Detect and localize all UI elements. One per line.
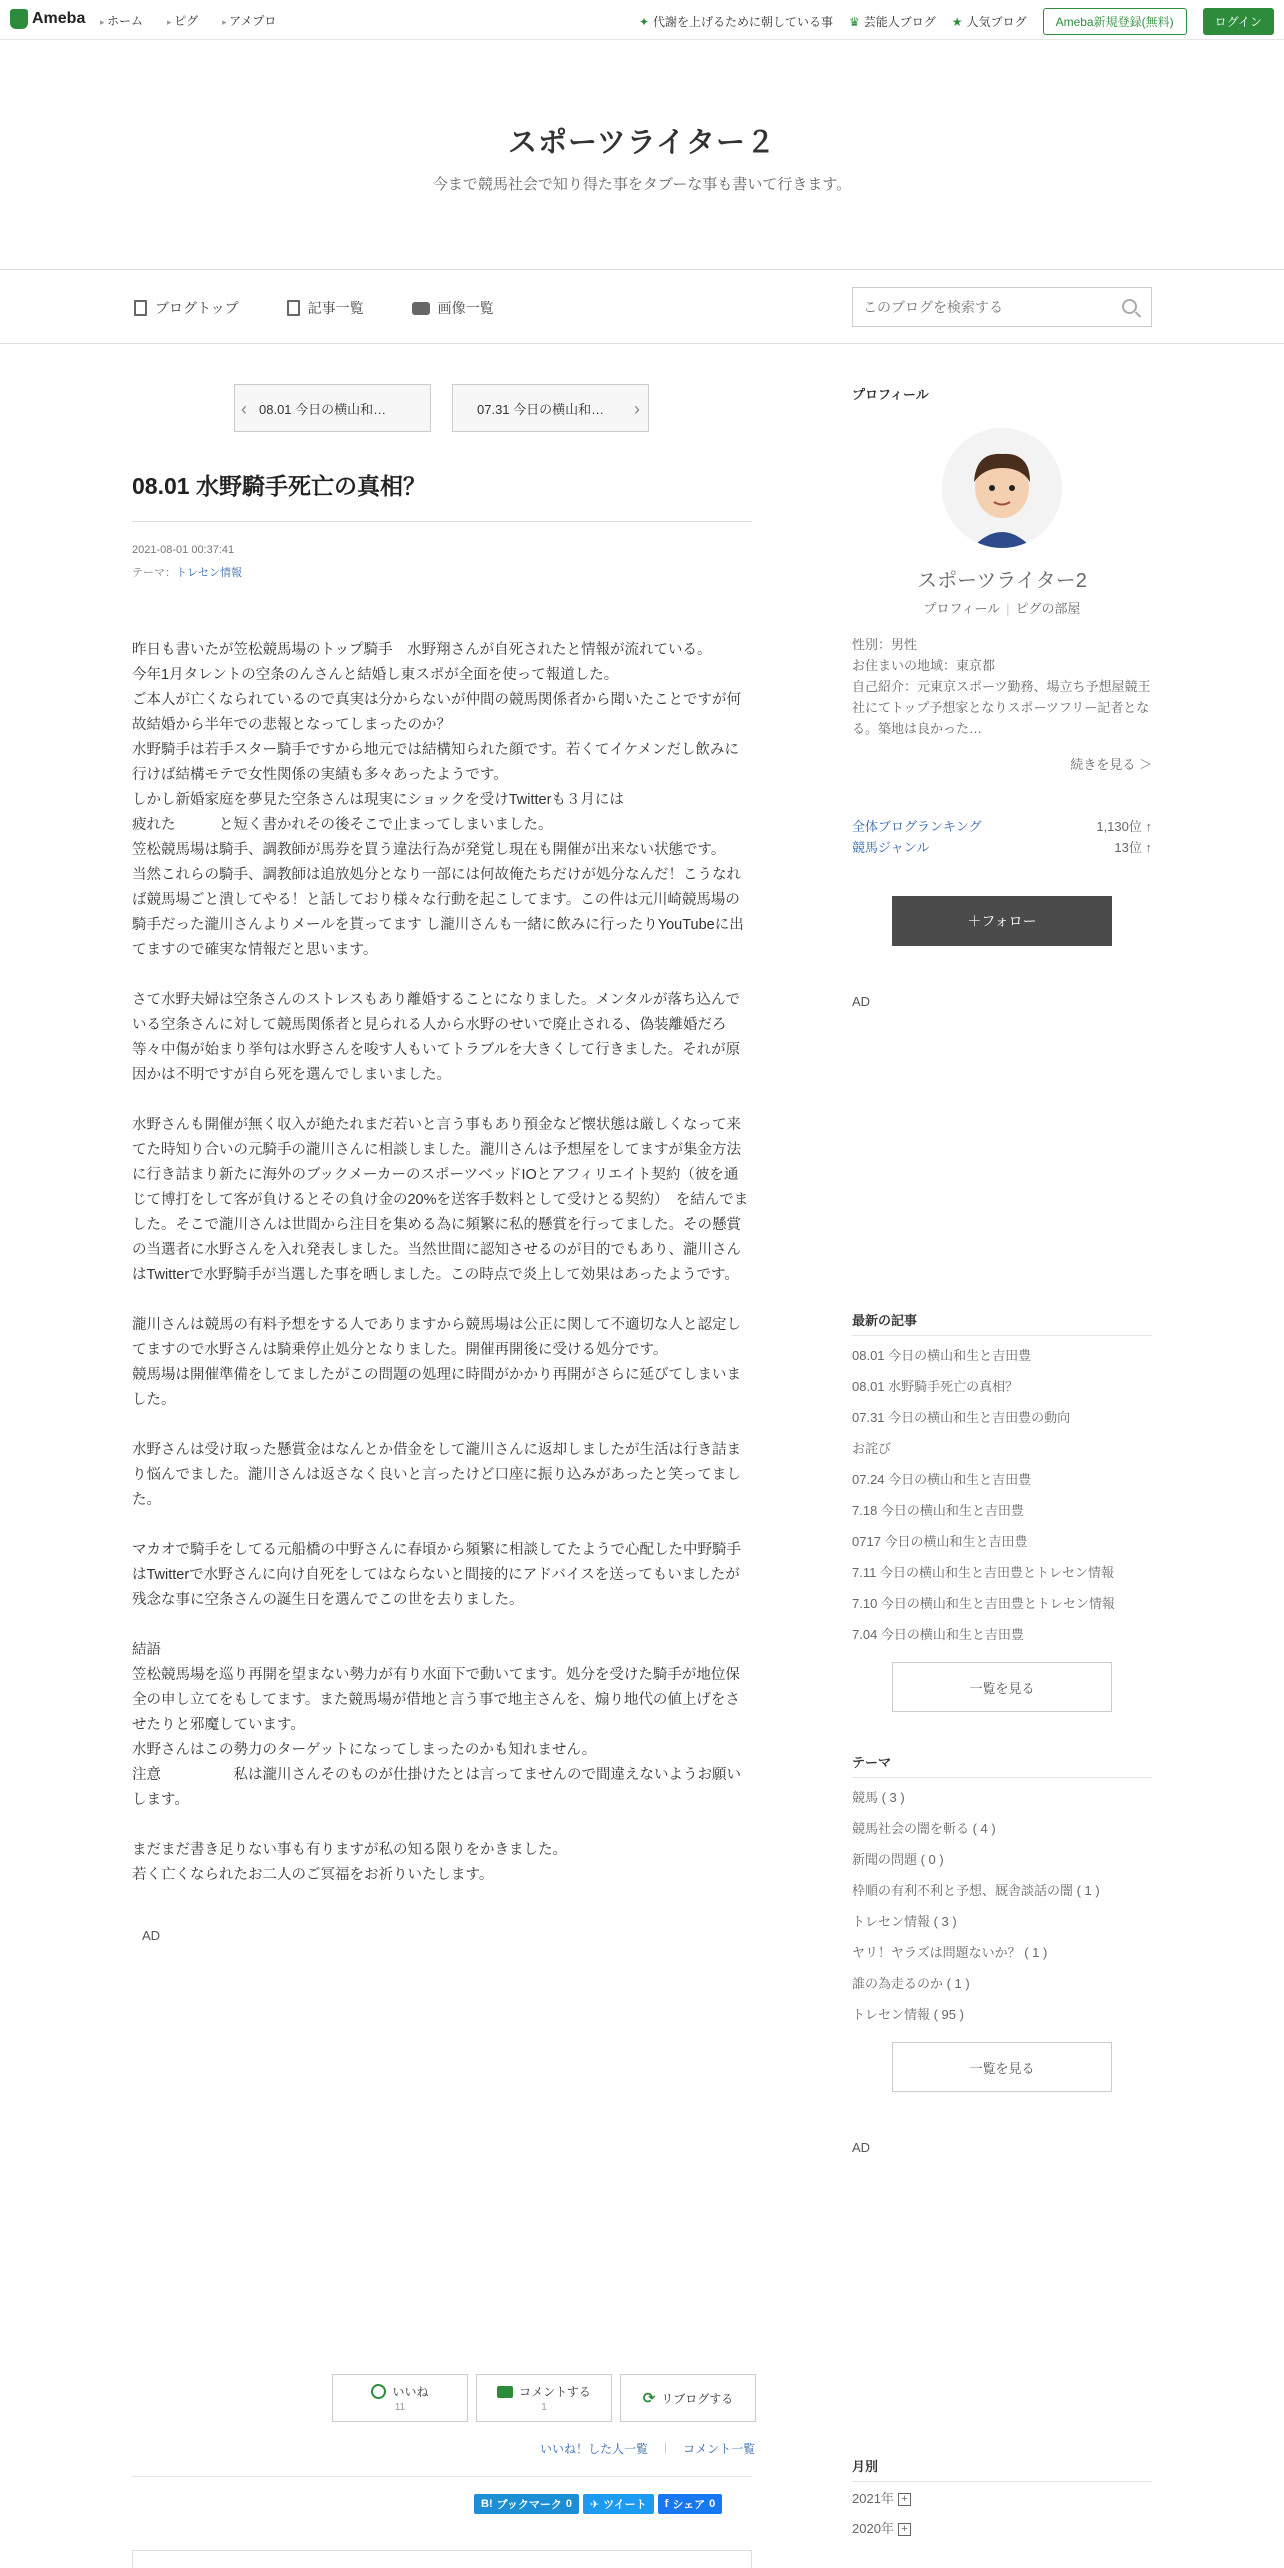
article-line: 疲れた と短く書かれその後そこで止まってしまいました。 [132, 817, 553, 833]
recent-article-link[interactable]: 7.10 今日の横山和生と吉田豊とトレセン情報 [852, 1596, 1115, 1611]
search-icon[interactable] [1122, 299, 1137, 314]
reblog-icon: ⟳ [642, 2390, 656, 2407]
month-list [852, 2484, 1152, 2544]
paragraph-gap [132, 1288, 752, 1313]
next-article-label: 07.31 今日の横山和… [477, 401, 605, 417]
article-line: 今年1月タレントの空条のんさんと結婚し東スポが全面を使って報道した。 [132, 667, 619, 683]
article-line: 笠松競馬場は騎手、調教師が馬券を買う違法行為が発覚し現在も開催が出来ない状態です。 [132, 842, 726, 858]
article-line: 瀧川さんは競馬の有料予想をする人でありますから競馬場は公正に関して不適切な人と認定してますので水野さんは騎乗停止処分となりました。開催再開後に受ける処分です。 [132, 1317, 741, 1358]
plus-icon[interactable]: + [898, 2493, 911, 2506]
recent-article-link[interactable]: 07.31 今日の横山和生と吉田豊の動向 [852, 1410, 1071, 1425]
share-buttons [474, 2494, 722, 2514]
sidebar-months [852, 2456, 1152, 2544]
profile-heading: プロフィール [852, 387, 929, 402]
recent-article-link[interactable]: 08.01 今日の横山和生と吉田豊 [852, 1348, 1032, 1363]
like-button[interactable] [332, 2374, 468, 2422]
sidebar-ad2-label: AD [852, 2140, 871, 2155]
popular-blog-link[interactable] [952, 13, 1027, 30]
reblog-button[interactable] [620, 2374, 756, 2422]
ranking-label[interactable]: 競馬ジャンル [852, 840, 930, 855]
sidebar-themes [852, 1752, 1152, 2092]
paragraph-gap [132, 963, 752, 988]
register-button[interactable]: Ameba新規登録(無料) [1043, 8, 1187, 35]
blog-header [0, 40, 1284, 270]
paragraph-gap [132, 1813, 752, 1838]
pig-room-link[interactable]: ピグの部屋 [1015, 601, 1081, 616]
recent-list [852, 1340, 1152, 1650]
blog-search [852, 287, 1152, 327]
paragraph-gap [132, 1613, 752, 1638]
celebrity-blog-label: 芸能人ブログ [863, 15, 936, 29]
like-count: 11 [394, 2402, 406, 2413]
nav-home[interactable]: ▸ ホーム [100, 12, 143, 29]
article-line: 水野さんは受け取った懸賞金はなんとか借金をして瀧川さんに返却しましたが生活は行き詰まり悩んでました。瀧川さんは返さなく良いと言ったけど口座に振り込みがあったと笑ってました。 [132, 1442, 741, 1508]
avatar-illustration [942, 428, 1062, 548]
nav-article-list[interactable] [287, 298, 364, 318]
comment-list-link[interactable]: コメント一覧 [683, 2442, 756, 2456]
paragraph-gap [132, 1413, 752, 1438]
article [132, 468, 752, 1943]
theme-link[interactable]: トレセン情報 ( 3 ) [852, 1914, 957, 1929]
theme-link[interactable]: ヤリ！ヤラズは問題ないか？ ( 1 ) [852, 1945, 1048, 1960]
profile-links [852, 598, 1152, 617]
article-line: さて水野夫婦は空条さんのストレスもあり離婚することになりました。メンタルが落ち込んでいる空条さんに対して競馬関係者と見られる人から水野のせいで廃止される、偽装離婚だろ等々中傷が始まり挙句は水野さんを唆す人もいてトラブルを大きくして行きました。それが原因かは不明ですが自ら死を選んでしまいました。 [132, 992, 741, 1083]
article-line: 水野さんも開催が無く収入が絶たれまだ若いと言う事もあり預金など懐状態は厳しくなって来てた時知り合いの元騎手の瀧川さんに相談しました。瀧川さんは予想屋をしてますが集金方法に行き詰まり新たに海外のブックメーカーのスポーツベッドIOとアフィリエイト契約（彼を通じて博打をして客が負けるとその負け金の20%を送客手数料として受けとる契約） を結んでました。そこで瀧川さんは世間から注目を集める為に頻繁に私的懸賞を行ってました。その懸賞の当選者に水野さんを入れ発表しました。当然世間に認知させるのが目的でもあり、瀧川さんはTwitterで水野騎手が当選した事を晒しました。この時点で炎上して効果はあったようです。 [132, 1117, 749, 1283]
recent-more-button[interactable]: 一覧を見る [892, 1662, 1112, 1712]
chevron-left-icon: ‹ [241, 399, 247, 419]
ranking-value: 13位 ↑ [1114, 840, 1152, 855]
divider: | [1006, 601, 1010, 616]
recent-heading: 最新の記事 [852, 1310, 1152, 1336]
facebook-share-button[interactable] [658, 2494, 723, 2514]
article-body [132, 638, 752, 1888]
comment-label: コメントする [519, 2385, 591, 2399]
recent-article-link[interactable]: 07.24 今日の横山和生と吉田豊 [852, 1472, 1032, 1487]
ranking-row [852, 816, 1152, 837]
ameba-logo[interactable] [10, 9, 85, 29]
month-item[interactable] [852, 2514, 1152, 2544]
crown-icon: ♛ [849, 14, 860, 29]
comment-box [132, 2550, 752, 2568]
blog-title[interactable]: スポーツライター２ [508, 127, 776, 159]
theme-link[interactable]: 誰の為走るのか ( 1 ) [852, 1976, 970, 1991]
liked-users-link[interactable]: いいね！した人一覧 [540, 2442, 649, 2456]
twitter-icon: ✈ [589, 2498, 600, 2511]
trend-link[interactable] [639, 13, 833, 30]
divider: | [664, 2440, 668, 2454]
article-line: マカオで騎手をしてる元船橋の中野さんに春頃から頻繁に相談してたようで心配した中野騎手はTwitterで水野さんに向け自死をしてはならないと間接的にアドバイスを送ってもいましたが残念な事に空条さんの誕生日を選んでこの世を去りました。 [132, 1542, 741, 1608]
recent-article-link[interactable]: 0717 今日の横山和生と吉田豊 [852, 1534, 1028, 1549]
top-nav [100, 12, 276, 29]
prev-article-label: 08.01 今日の横山和… [259, 401, 387, 417]
profile-info [852, 634, 1152, 739]
hatena-icon: B! [481, 2498, 493, 2510]
recent-article-link[interactable]: 7.18 今日の横山和生と吉田豊 [852, 1503, 1024, 1518]
recent-article-link[interactable]: 7.04 今日の横山和生と吉田豊 [852, 1627, 1024, 1642]
article-line: 結語 [132, 1642, 161, 1658]
avatar[interactable] [942, 428, 1062, 548]
nav-pigg[interactable]: ▸ ピグ [167, 12, 198, 29]
nav-image-list[interactable] [412, 298, 494, 318]
ranking-value: 1,130位 ↑ [1096, 819, 1152, 834]
star-icon: ★ [951, 14, 963, 29]
article-line: まだまだ書き足りない事も有りますが私の知る限りをかきました。 [132, 1842, 567, 1858]
hatena-bookmark-button[interactable] [474, 2494, 579, 2514]
blog-description: 今まで競馬社会で知り得た事をタブーな事も書いて行きます。 [432, 176, 852, 193]
article-line: 若く亡くなられたお二人のご冥福をお祈りいたします。 [132, 1867, 494, 1883]
paragraph-gap [132, 1088, 752, 1113]
nav-article-list-label: 記事一覧 [307, 300, 364, 316]
facebook-count: 0 [709, 2498, 716, 2510]
theme-link[interactable]: 競馬 ( 3 ) [852, 1790, 905, 1805]
article-line: 笠松競馬場を巡り再開を望まない勢力が有り水面下で動いてます。処分を受けた騎手が地位保全の申し立てをもしてます。また競馬場が借地と言う事で地主さんを、煽り地代の値上げをさせたりと邪魔しています。 [132, 1667, 740, 1733]
article-line: 注意 私は瀧川さんそのものが仕掛けたとは言ってませんので間違えないようお願いします。 [132, 1767, 741, 1808]
facebook-icon: f [664, 2498, 669, 2510]
ranking-row [852, 837, 1152, 858]
profile-region: お住まいの地域：東京都 [852, 658, 996, 673]
like-label: いいね [392, 2385, 429, 2399]
article-title[interactable]: 08.01 水野騎手死亡の真相？ [132, 468, 752, 522]
plus-icon[interactable]: + [898, 2523, 911, 2536]
recent-article-link[interactable]: お詫び [852, 1441, 892, 1456]
nav-image-list-label: 画像一覧 [437, 300, 494, 316]
theme-list [852, 1782, 1152, 2030]
login-button[interactable]: ログイン [1203, 8, 1274, 35]
article-line: 水野騎手は若手スター騎手ですから地元では結構知られた顔です。若くてイケメンだし飲みに行けば結構モテで女性関係の実績も多々あったようです。 [132, 742, 739, 783]
document-icon [134, 300, 147, 316]
nav-blog-top-label: ブログトップ [155, 300, 239, 316]
month-label: 2020年 [852, 2521, 894, 2536]
tweet-button[interactable] [583, 2494, 654, 2514]
comment-count: 1 [541, 2402, 547, 2413]
search-input[interactable] [853, 288, 1103, 326]
sidebar-ad-label: AD [852, 994, 871, 1009]
month-item[interactable] [852, 2484, 1152, 2514]
action-links [540, 2440, 755, 2457]
nav-blog-top[interactable] [134, 298, 239, 318]
profile-name[interactable]: スポーツライター2 [917, 570, 1087, 592]
hatena-count: 0 [565, 2498, 572, 2510]
ranking-label[interactable]: 全体ブログランキング [852, 819, 982, 834]
article-line: 昨日も書いたが笠松競馬場のトップ騎手 水野翔さんが自死されたと情報が流れている。 [132, 642, 712, 658]
comment-button[interactable] [476, 2374, 612, 2422]
documents-icon [287, 300, 300, 316]
follow-button[interactable]: ＋フォロー [892, 896, 1112, 946]
logo-text: Ameba [32, 10, 86, 27]
celebrity-blog-link[interactable] [849, 13, 936, 30]
top-right-links [639, 8, 1274, 35]
popular-blog-label: 人気ブログ [966, 15, 1027, 29]
hatena-label: ブックマーク [496, 2499, 562, 2511]
theme-heading: テーマ [852, 1752, 1152, 1778]
article-ad-label: AD [142, 1928, 161, 1943]
next-article-button[interactable] [452, 384, 649, 432]
article-line: 当然これらの騎手、調教師は追放処分となり一部には何故俺たちだけが処分なんだ！こうなれば競馬場ごと潰してやる！と話しており様々な行動を起こしてます。この件は元川崎競馬場の騎手だった瀧川さんよりメールを貰ってます し瀧川さんも一緒に飲みに行ったりYouTubeに出てますので確実な情報だと思います。 [132, 867, 744, 958]
article-line: 水野さんはこの勢力のターゲットになってしまったのかも知れません。 [132, 1742, 597, 1758]
month-heading: 月別 [852, 2456, 1152, 2482]
chevron-right-icon: › [634, 399, 640, 419]
paragraph-gap [132, 1513, 752, 1538]
tweet-label: ツイート [603, 2499, 647, 2511]
facebook-label: シェア [672, 2499, 706, 2511]
sidebar-recent [852, 1310, 1152, 1712]
theme-label: テーマ： [132, 567, 176, 579]
nav-amepro[interactable]: ▸ アメプロ [222, 12, 276, 29]
comment-icon [497, 2386, 513, 2398]
blog-subnav [0, 272, 1284, 344]
top-bar [0, 0, 1284, 40]
ranking [852, 816, 1152, 858]
reblog-label: リブログする [661, 2391, 734, 2406]
recent-article-link[interactable]: 7.11 今日の横山和生と吉田豊とトレセン情報 [852, 1565, 1114, 1580]
article-line: 競馬場は開催準備をしてましたがこの問題の処理に時間がかかり再開がさらに延びてしまいました。 [132, 1367, 741, 1408]
theme-link[interactable]: トレセン情報 ( 95 ) [852, 2007, 964, 2022]
theme-link[interactable]: トレセン情報 [176, 567, 242, 579]
trend-link-label: 代謝を上げるために朝している事 [653, 15, 834, 29]
share-divider [132, 2476, 752, 2477]
prev-article-button[interactable] [234, 384, 431, 432]
theme-link[interactable]: 競馬社会の闇を斬る ( 4 ) [852, 1821, 996, 1836]
theme-link[interactable]: 新聞の問題 ( 0 ) [852, 1852, 944, 1867]
article-date: 2021-08-01 00:37:41 [132, 544, 235, 556]
profile-link[interactable]: プロフィール [923, 601, 1001, 616]
smile-icon [371, 2384, 386, 2399]
article-line: しかし新婚家庭を夢見た空条さんは現実にショックを受けTwitterも３月には [132, 792, 624, 808]
camera-icon [412, 302, 430, 315]
article-line: ご本人が亡くなられているので真実は分からないが仲間の競馬関係者から聞いたことですが何故結婚から半年での悲報となってしまったのか？ [132, 692, 741, 733]
read-more-link[interactable]: 続きを見る ＞ [1070, 757, 1152, 772]
article-actions [332, 2374, 756, 2422]
theme-more-button[interactable]: 一覧を見る [892, 2042, 1112, 2092]
article-theme [132, 564, 752, 580]
month-label: 2021年 [852, 2491, 894, 2506]
recent-article-link[interactable]: 08.01 水野騎手死亡の真相？ [852, 1379, 1019, 1394]
theme-link[interactable]: 枠順の有利不利と予想、厩舎談話の闇 ( 1 ) [852, 1883, 1100, 1898]
leaf-icon: ✦ [638, 14, 649, 29]
ameba-logo-icon [10, 9, 28, 29]
profile-intro: 自己紹介：元東京スポーツ勤務、場立ち予想屋競王社にてトップ予想家となりスポーツフリー記者となる。築地は良かった… [852, 679, 1151, 736]
sidebar-profile [852, 384, 1152, 964]
profile-gender: 性別：男性 [852, 637, 918, 652]
